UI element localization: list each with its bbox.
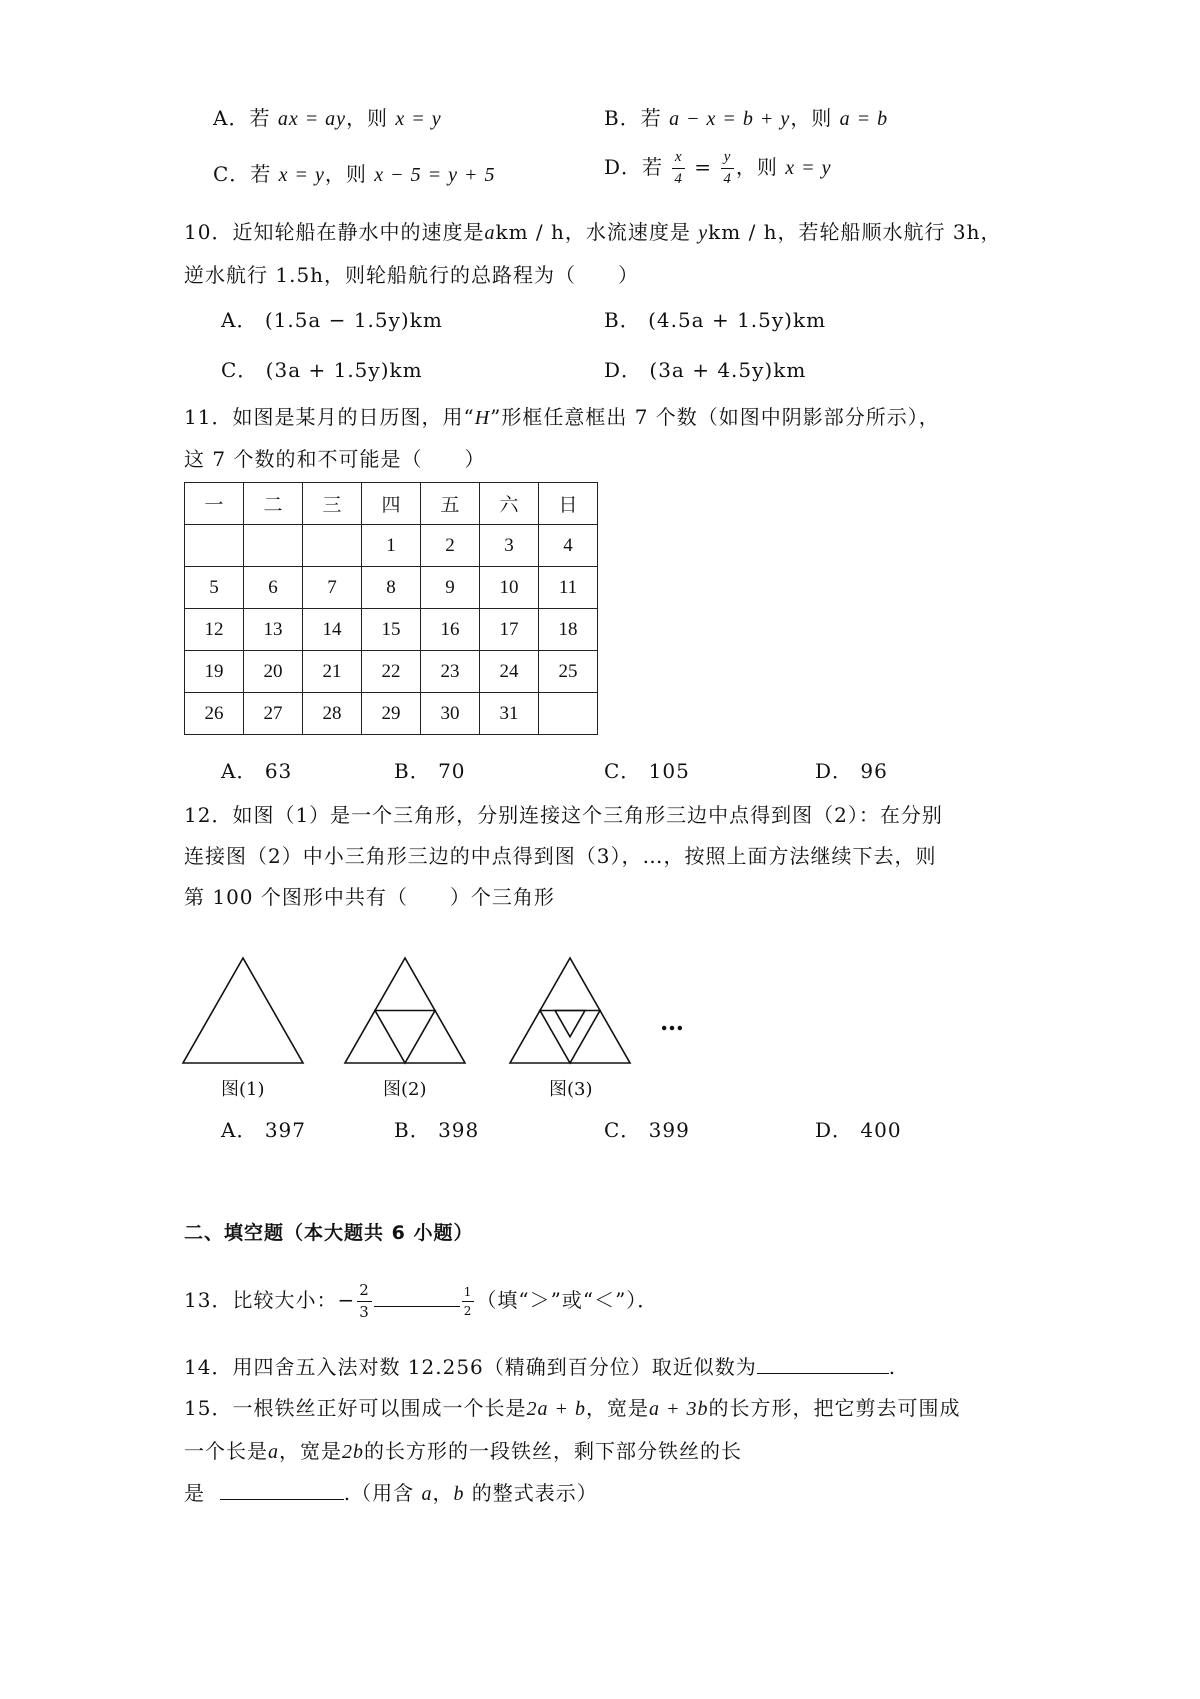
- weekday-header: 一: [185, 483, 244, 525]
- q11-option-d: D． 96: [815, 759, 888, 783]
- answer-blank[interactable]: [757, 1353, 889, 1374]
- q11-stem-line1: 11．如图是某月的日历图，用“H”形框任意框出 7 个数（如图中阴影部分所示），: [184, 405, 940, 429]
- calendar-cell: 25: [539, 651, 598, 693]
- calendar-cell: 26: [185, 693, 244, 735]
- calendar-cell: 18: [539, 609, 598, 651]
- weekday-header: 日: [539, 483, 598, 525]
- q9-option-a: A．若 ax = ay，则 x = y: [213, 106, 442, 130]
- q11-option-a: A． 63: [221, 759, 293, 783]
- answer-blank[interactable]: [374, 1286, 460, 1307]
- q14: 14．用四舍五入法对数 12.256（精确到百分位）取近似数为 .: [184, 1355, 897, 1379]
- calendar-cell: 15: [362, 609, 421, 651]
- fraction-2-over-3: $\frac{2}{3}$: [359, 1281, 370, 1321]
- calendar-cell: 11: [539, 567, 598, 609]
- figure-1-caption: 图(1): [221, 1079, 265, 1100]
- calendar-cell: 16: [421, 609, 480, 651]
- calendar-cell: 4: [539, 525, 598, 567]
- q15-line2: 一个长是a，宽是2b的长方形的一段铁丝，剩下部分铁丝的长: [184, 1439, 742, 1463]
- q12-option-a: A． 397: [221, 1118, 306, 1142]
- calendar-cell: 13: [244, 609, 303, 651]
- q12-stem-line3: 第 100 个图形中共有（ ）个三角形: [184, 885, 555, 909]
- q9-option-d: D．若 $\frac{x}{4}$ = $\frac{y}{4}$ ，则 x = y: [604, 149, 832, 187]
- q10-stem-line2: 逆水航行 1.5h，则轮船航行的总路程为（ ）: [184, 263, 640, 287]
- q12-option-b: B． 398: [394, 1118, 480, 1142]
- calendar-cell: 27: [244, 693, 303, 735]
- calendar-cell: 2: [421, 525, 480, 567]
- calendar-cell: 22: [362, 651, 421, 693]
- q12-stem-line1: 12．如图（1）是一个三角形，分别连接这个三角形三边中点得到图（2）：在分别: [184, 803, 943, 827]
- answer-blank[interactable]: [220, 1479, 344, 1500]
- weekday-header: 四: [362, 483, 421, 525]
- figure-3-inner-triangle: [555, 1011, 585, 1037]
- q10-option-d: D． (3a + 4.5y)km: [604, 358, 807, 382]
- figure-1-triangle: [183, 958, 303, 1063]
- q10-stem-line1: 10．近知轮船在静水中的速度是akm / h，水流速度是 ykm / h，若轮船顺水航行 3h，: [184, 220, 1002, 244]
- ellipsis: …: [660, 1007, 686, 1036]
- calendar-cell: 14: [303, 609, 362, 651]
- calendar-cell: 5: [185, 567, 244, 609]
- q12-stem-line2: 连接图（2）中小三角形三边的中点得到图（3），…，按照上面方法继续下去，则: [184, 844, 937, 868]
- calendar-cell: 19: [185, 651, 244, 693]
- calendar-cell: 28: [303, 693, 362, 735]
- weekday-header: 三: [303, 483, 362, 525]
- calendar-cell: 8: [362, 567, 421, 609]
- fraction-x-over-4: $\frac{x}{4}$: [674, 149, 683, 187]
- weekday-header: 六: [480, 483, 539, 525]
- section-2-heading: 二、填空题（本大题共 6 小题）: [184, 1222, 474, 1244]
- calendar-cell: 29: [362, 693, 421, 735]
- q15-line3: 是 .（用含 a，b 的整式表示）: [184, 1481, 598, 1505]
- q10-option-b: B． (4.5a + 1.5y)km: [604, 308, 827, 332]
- q9-option-c: C．若 x = y，则 x − 5 = y + 5: [213, 162, 496, 186]
- fraction-1-over-2: $\frac{1}{2}$: [463, 1285, 473, 1318]
- calendar-cell: 31: [480, 693, 539, 735]
- weekday-header: 五: [421, 483, 480, 525]
- figure-3-caption: 图(3): [549, 1079, 593, 1100]
- fraction-y-over-4: $\frac{y}{4}$: [723, 149, 732, 187]
- q12-option-c: C． 399: [604, 1118, 690, 1142]
- calendar-cell: 23: [421, 651, 480, 693]
- weekday-header: 二: [244, 483, 303, 525]
- figure-2-caption: 图(2): [383, 1079, 427, 1100]
- q13: 13．比较大小：− $\frac{2}{3}$ $\frac{1}{2}$ （填“＞”或“＜”）．: [184, 1281, 659, 1321]
- q15-line1: 15．一根铁丝正好可以围成一个长是2a + b，宽是a + 3b的长方形，把它剪去可围成: [184, 1396, 961, 1420]
- calendar-cell: 17: [480, 609, 539, 651]
- q12-option-d: D． 400: [815, 1118, 902, 1142]
- calendar-cell: 20: [244, 651, 303, 693]
- q11-option-c: C． 105: [604, 759, 690, 783]
- figure-2-midpoint-triangle: [375, 1011, 435, 1064]
- calendar-cell: 10: [480, 567, 539, 609]
- calendar-cell: 30: [421, 693, 480, 735]
- calendar-cell: 6: [244, 567, 303, 609]
- calendar-cell: 3: [480, 525, 539, 567]
- calendar-cell: 21: [303, 651, 362, 693]
- calendar-cell: 1: [362, 525, 421, 567]
- q10-option-c: C． (3a + 1.5y)km: [221, 358, 423, 382]
- calendar-cell: 12: [185, 609, 244, 651]
- calendar-cell: 24: [480, 651, 539, 693]
- q11-option-b: B． 70: [394, 759, 466, 783]
- q9-option-b: B．若 a − x = b + y，则 a = b: [604, 106, 889, 130]
- calendar-cell: 9: [421, 567, 480, 609]
- q11-stem-line2: 这 7 个数的和不可能是（ ）: [184, 447, 486, 471]
- q10-option-a: A． (1.5a − 1.5y)km: [221, 308, 443, 332]
- calendar-cell: 7: [303, 567, 362, 609]
